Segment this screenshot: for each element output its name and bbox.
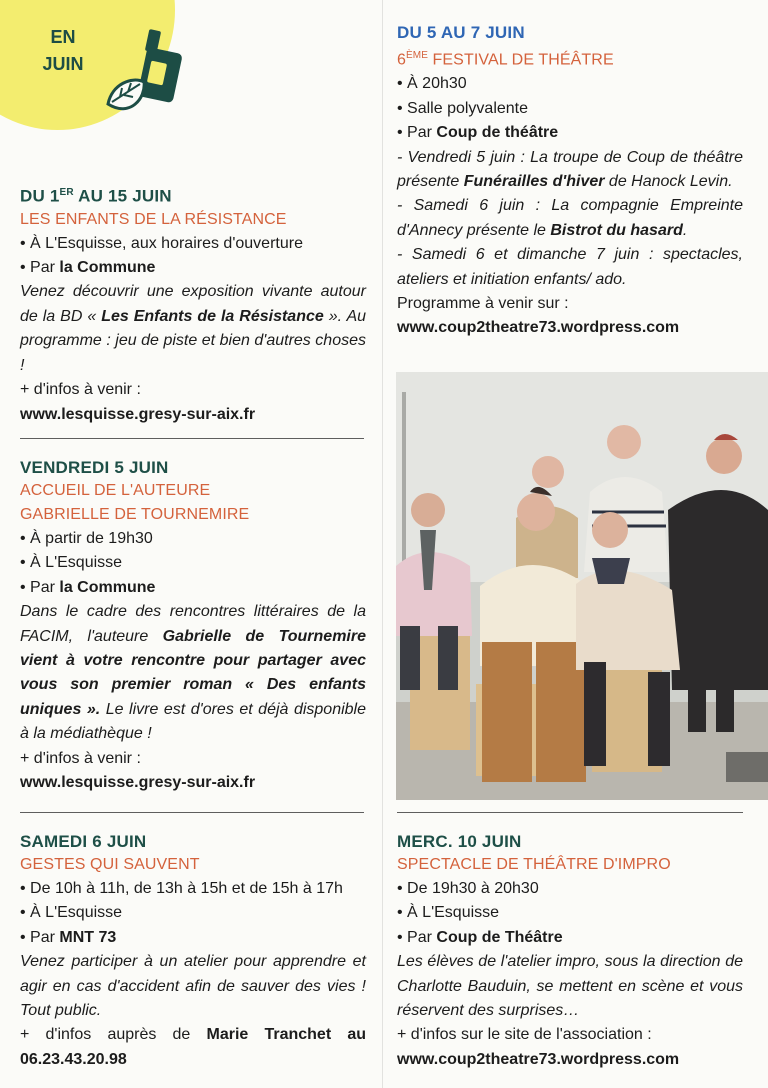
event-impro: [397, 831, 743, 1072]
event-info: + d'infos à venir :: [20, 749, 141, 767]
festival-saturday: - Samedi 6 juin : La compagnie Empreinte d'Annecy présente le Bistrot du hasard.: [397, 197, 743, 239]
event-date: MERC. 10 JUIN: [397, 832, 522, 851]
event-title-2: GABRIELLE DE TOURNEMIRE: [20, 506, 250, 523]
event-description: Venez découvrir une exposition vivante autour de la BD « Les Enfants de la Résistance ». Au programme : jeu de piste et bien d'autres choses !: [20, 283, 367, 374]
event-organizer: • Par Coup de théâtre: [397, 124, 559, 142]
event-info: + d'infos sur le site de l'association :: [397, 1026, 652, 1044]
festival-friday: - Vendredi 5 juin : La troupe de Coup de théâtre présente Funérailles d'hiver de Hanock Levin.: [397, 148, 743, 190]
event-title: GESTES QUI SAUVENT: [20, 856, 200, 873]
badge-line-1: EN: [50, 27, 76, 47]
event-festival: [397, 22, 743, 340]
event-time: • À 20h30: [397, 75, 467, 93]
event-link[interactable]: www.lesquisse.gresy-sur-aix.fr: [20, 774, 256, 792]
event-link[interactable]: www.lesquisse.gresy-sur-aix.fr: [20, 405, 256, 423]
event-place: • À L'Esquisse: [20, 554, 123, 572]
event-title: 6ÈME FESTIVAL DE THÉÂTRE: [397, 50, 614, 69]
event-link[interactable]: www.coup2theatre73.wordpress.com: [397, 1050, 680, 1068]
event-organizer: • Par MNT 73: [20, 928, 117, 946]
event-description: Dans le cadre des rencontres littéraires de la FACIM, l'auteure Gabrielle de Tournemire vient à votre rencontre pour partager avec vous son premier roman « Des enfants uniques ». Le livre est d'ores et déjà disponible à la médiathèque !: [20, 603, 367, 743]
event-link[interactable]: www.coup2theatre73.wordpress.com: [397, 319, 680, 337]
leaf-and-jar-icon: [100, 22, 190, 122]
event-organizer: • Par Coup de Théâtre: [397, 928, 563, 946]
event-info: + d'infos auprès de Marie Tranchet au 06.23.43.20.98: [20, 1026, 366, 1068]
event-gestes: [20, 831, 366, 1072]
column-divider: [382, 0, 383, 1088]
event-info: Programme à venir sur :: [397, 294, 569, 312]
badge-line-2: JUIN: [42, 54, 84, 74]
event-date: DU 5 AU 7 JUIN: [397, 23, 525, 42]
event-place: • Salle polyvalente: [397, 99, 529, 117]
divider: [20, 812, 364, 813]
event-time: • De 19h30 à 20h30: [397, 880, 539, 897]
event-info: + d'infos à venir :: [20, 381, 141, 399]
group-photo: [396, 372, 768, 800]
event-date: DU 1ER AU 15 JUIN: [20, 186, 172, 206]
event-place: • À L'Esquisse, aux horaires d'ouverture: [20, 234, 303, 252]
event-title: LES ENFANTS DE LA RÉSISTANCE: [20, 210, 287, 228]
event-organizer: • Par la Commune: [20, 259, 156, 277]
event-auteure: [20, 457, 366, 795]
event-resistance: [20, 182, 366, 427]
event-time: • De 10h à 11h, de 13h à 15h et de 15h à 17h: [20, 880, 343, 897]
month-badge: [28, 24, 98, 78]
event-description: Venez participer à un atelier pour apprendre et agir en cas d'accident afin de sauver des vies ! Tout public.: [20, 953, 366, 1020]
divider: [20, 438, 364, 439]
event-title: SPECTACLE DE THÉÂTRE D'IMPRO: [397, 856, 671, 873]
event-organizer: • Par la Commune: [20, 578, 156, 596]
event-time: • À partir de 19h30: [20, 530, 153, 547]
event-place: • À L'Esquisse: [397, 904, 500, 922]
divider: [397, 812, 743, 813]
event-place: • À L'Esquisse: [20, 904, 123, 922]
event-date: SAMEDI 6 JUIN: [20, 832, 147, 851]
event-title: ACCUEIL DE L'AUTEURE: [20, 482, 211, 499]
event-description: Les élèves de l'atelier impro, sous la direction de Charlotte Bauduin, se mettent en scène et vous réservent des surprises…: [397, 953, 743, 1020]
festival-weekend: - Samedi 6 et dimanche 7 juin : spectacles, ateliers et initiation enfants/ ado.: [397, 246, 743, 288]
event-date: VENDREDI 5 JUIN: [20, 458, 169, 477]
